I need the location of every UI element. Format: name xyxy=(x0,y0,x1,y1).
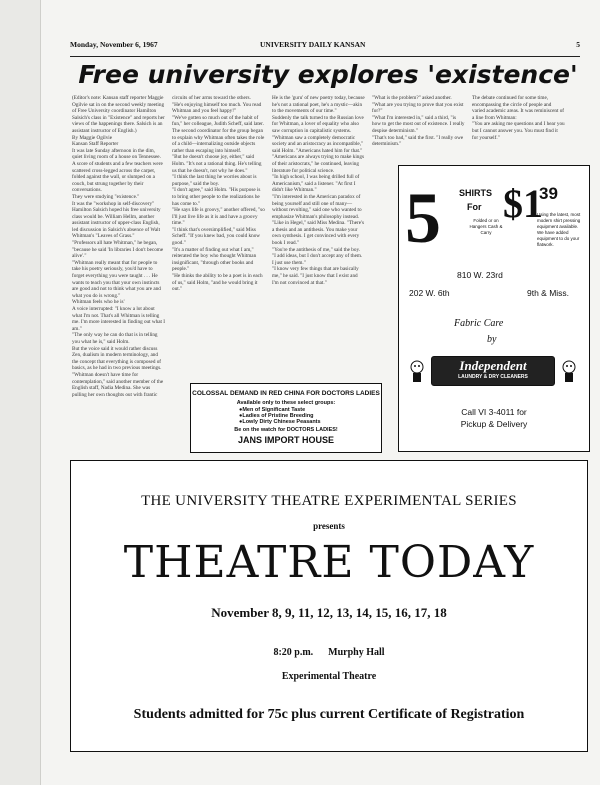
jans-ad-intro: Available only to these select groups: xyxy=(236,400,336,406)
jans-ad-store: JANS IMPORT HOUSE xyxy=(237,435,334,445)
header-date: Monday, November 6, 1967 xyxy=(70,40,158,49)
theatre-series: THE UNIVERSITY THEATRE EXPERIMENTAL SERIES xyxy=(141,493,517,509)
headline: Free university explores 'existence' xyxy=(78,60,578,89)
ad-shirts-label: SHIRTS xyxy=(459,188,493,198)
ad-price-cents: 39 xyxy=(539,184,558,203)
newspaper-page xyxy=(58,0,588,785)
theatre-time-place: 8:20 p.m. Murphy Hall xyxy=(273,647,385,658)
logo-subtitle: LAUNDRY & DRY CLEANERS xyxy=(458,374,528,380)
jans-ad-item: ● Lowly Dirty Chinese Peasants xyxy=(239,419,381,425)
jans-import-ad xyxy=(190,383,382,453)
theatre-venue: Experimental Theatre xyxy=(281,671,377,682)
ad-address-3: 9th & Miss. xyxy=(527,288,570,298)
theatre-presents: presents xyxy=(313,521,345,531)
header-paper-name: UNIVERSITY DAILY KANSAN xyxy=(260,40,366,49)
theatre-today-ad xyxy=(70,460,588,752)
page-header xyxy=(70,40,580,54)
header-rule xyxy=(70,56,580,57)
independent-logo xyxy=(431,356,555,386)
ad-by: by xyxy=(487,334,497,345)
jans-ad-item: ● Ladies of Pristine Breeding xyxy=(239,413,381,419)
ad-equipment-note: Using the latest, most modern shirt pressing equipment available. We have added equipment to do your flatwork. xyxy=(537,212,581,247)
header-page-number: 5 xyxy=(576,40,580,49)
ad-price-dollar: $1 xyxy=(503,181,543,226)
theatre-admission: Students admitted for 75c plus current Certificate of Registration xyxy=(133,707,525,722)
ad-call xyxy=(409,406,579,430)
article-column-2: circuits of her arms toward the others. "He's enjoying himself too much. You read Whitman and you feel happy!" "We've gotten so much out of the habit of fun," her colleague, Judith Scheff, said later. The second coordinator for the group began to explain why Whitman often takes the role of a child—internalizing outside objects rather than escaping into himself. "But he doesn't choose joy, either," said Holm. "It's not a rational thing. He's telling us that he doesn't, not why he does." "I think the last thing he worries about is purpose," said the boy. "I don't agree," said Holm. "His purpose is to bring other people to the realizations he has come to." "He says life is groovy," another offered, "so I'll just live life as it is and have a groovy time." "I think that's oversimplified," said Miss Scheff. "If you knew bad, you could know good." "It's a matter of finding out what I am," reiterated the boy who thought Whitman insignificant, "through other books and people." "He thinks the ability to be a poet is in each of us," said Holm, "and he would bring it out." xyxy=(172,95,265,293)
ad-folded-note: Folded or on Hangers Cash & Carry xyxy=(469,218,503,235)
jans-ad-title: COLOSSAL DEMAND IN RED CHINA FOR DOCTORS LADIES xyxy=(192,390,380,397)
ad-address-2: 202 W. 6th xyxy=(409,288,450,298)
logo-name: Independent xyxy=(459,358,527,373)
ad-call-number: Call VI 3-4011 for xyxy=(461,407,527,417)
ad-fabric-care: Fabric Care xyxy=(454,318,504,329)
ad-big-number: 5 xyxy=(405,178,441,258)
jans-ad-item: ● Men of Significant Taste xyxy=(239,407,381,413)
article-column-5: The debate continued for some time, encompassing the circle of people and varied academic areas. It was reminiscent of a line from Whitman: "You are asking me questions and I hear you but I cannot answer you. You must find it for yourself." xyxy=(472,95,565,141)
jans-ad-list xyxy=(239,407,381,425)
article-column-4: "What is the problem?" asked another. "What are you trying to prove that you exist for?" "What I'm interested in," said a third, "is how to get the most out of existence. I really despise determinism." "That's too bad," said the first. "I really owe determinism." xyxy=(372,95,465,148)
article-column-3: He is the 'guru' of new poetry today, because he's not a rational poet, he's a mystic—akin to the movements of our time." Suddenly the talk turned to the Russian love for Whitman, a lover of equality who also saw corruption in capitalistic systems. "Whitman saw a completely democratic society and an aristocracy as incompatible," said Holm. "Americans hated him for that." "Americans are always trying to make kings of their aristocrats," he continued, leaving literature for political science. "In high school, I was being drilled full of Americanism," said a listener. "At first I didn't like Whitman." "I'm interested in the American paradox of being yourself and still one of many—without revolting," said one who wanted to emphasize Whitman's philosophy instead. "Like in Hegel," said Miss Medina. "There's a thesis and an antithesis. You make your own synthesis. I get convinced with every book I read." "You're the antithesis of me," said the boy. "I add ideas, but I don't accept any of them. I just use them." "I know very few things that are basically me," he said. "I just know that I exist and I'm not convinced at that." xyxy=(272,95,365,286)
theatre-title: THEATRE TODAY xyxy=(123,537,535,588)
jans-ad-watch: Be on the watch for DOCTORS LADIES! xyxy=(234,427,338,433)
theatre-dates: November 8, 9, 11, 12, 13, 14, 15, 16, 17, 18 xyxy=(211,605,447,620)
ad-for-label: For xyxy=(467,202,482,212)
independent-laundry-ad xyxy=(398,165,590,452)
page-margin-edge xyxy=(0,0,41,785)
ad-address-1: 810 W. 23rd xyxy=(457,270,503,280)
mascot-icon xyxy=(407,360,427,384)
mascot-icon xyxy=(559,360,579,384)
article-column-1: (Editor's note: Kansan staff reporter Maggie Ogilvie sat in on the second weekly meeting of Free University coordinator Hamilton Salsich's class in "Existence" and reports her views of the happenings there. Salsich is an assistant instructor of English.) By Maggie Ogilvie Kansan Staff Reporter It was late Sunday afternoon in the dim, quiet living room of a house on Tennessee. A score of students and a few teachers were scattered cross-legged across the carpet, folded against the wall, or slumped on a couch, but strung together by their conversations. They were studying "existence." It was the "workshop in self-discovery" Hamilton Salsich hoped his free university class would be. William Hellm, another assistant instructor of upper-class English, led discussion in Salsich's absence of Walt Whitman's "Leaves of Grass." "Professors all hate Whitman," he began, "because he said 'In libraries I don't become alive'." "Whitman really meant that for people to take his poetry seriously, you'd have to forget everything you were taught . . . He wants to teach you that your own instincts are good and not to think what you are and what you do is wrong." Whitman feels who he is' A voice interrupted: "I know a lot about what I'm not. That's all Whitman is telling me. I'm more interested in finding out what I am." "The only way he can do that is in telling you what he is," said Holm. But the voice said it would rather discuss Zen, dualism in modern terminology, and the concept that everything is composed of basics, as he had in two previous meetings. "Whitman doesn't have time for contemplation," said another member of the English staff, Nadia Medina. She was pulling her own thoughts out with frantic xyxy=(72,95,165,398)
ad-pickup: Pickup & Delivery xyxy=(460,419,528,429)
